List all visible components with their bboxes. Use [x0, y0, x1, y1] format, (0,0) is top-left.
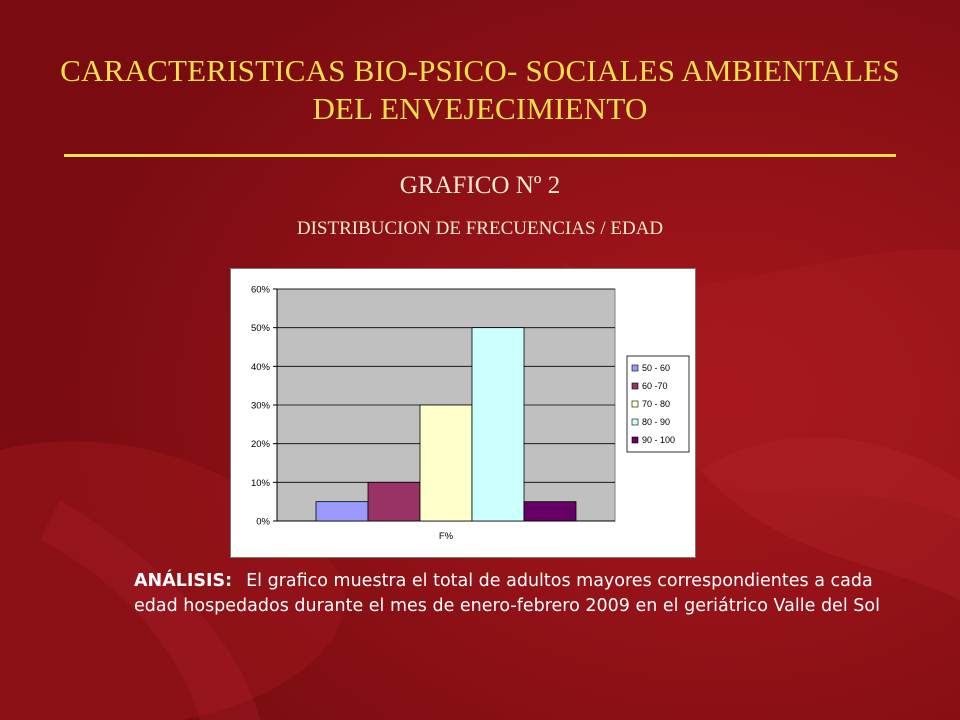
legend-swatch	[632, 437, 638, 443]
analysis-paragraph	[134, 569, 884, 619]
bar-50-60	[316, 502, 368, 521]
legend-label: 80 - 90	[642, 417, 671, 427]
y-tick-label: 30%	[250, 400, 270, 412]
analysis-text: El grafico muestra el total de adultos mayores correspondientes a cada edad hospedados durante el mes de enero-febrero 2009 en el geriátrico Valle del Sol	[134, 571, 880, 616]
y-tick-label: 50%	[250, 323, 270, 335]
bar-80-90	[472, 328, 524, 521]
chart-container	[230, 268, 696, 558]
legend-label: 70 - 80	[642, 399, 671, 409]
bar-70-80	[420, 405, 472, 521]
y-tick-label: 10%	[250, 477, 270, 489]
bar-60-70	[368, 482, 420, 521]
legend-swatch	[632, 365, 638, 371]
legend-label: 50 - 60	[642, 363, 671, 373]
legend-swatch	[632, 419, 638, 425]
chart-subheading: DISTRIBUCION DE FRECUENCIAS / EDAD	[296, 218, 664, 239]
legend-swatch	[632, 401, 638, 407]
x-category-label: F%	[438, 531, 454, 542]
slide-title: CARACTERISTICAS BIO-PSICO- SOCIALES AMBIENTALES DEL ENVEJECIMIENTO	[60, 53, 900, 126]
y-tick-label: 40%	[250, 361, 270, 373]
bar-chart	[231, 269, 695, 557]
y-tick-label: 60%	[250, 284, 270, 296]
legend-label: 60 -70	[642, 381, 668, 391]
legend-label: 90 - 100	[642, 435, 676, 445]
y-tick-label: 0%	[256, 516, 270, 528]
title-divider	[64, 154, 896, 157]
chart-heading: GRAFICO Nº 2	[399, 172, 561, 199]
bar-90-100	[524, 502, 576, 521]
analysis-label: ANÁLISIS:	[134, 571, 233, 591]
legend-swatch	[632, 383, 638, 389]
y-tick-label: 20%	[250, 439, 270, 451]
